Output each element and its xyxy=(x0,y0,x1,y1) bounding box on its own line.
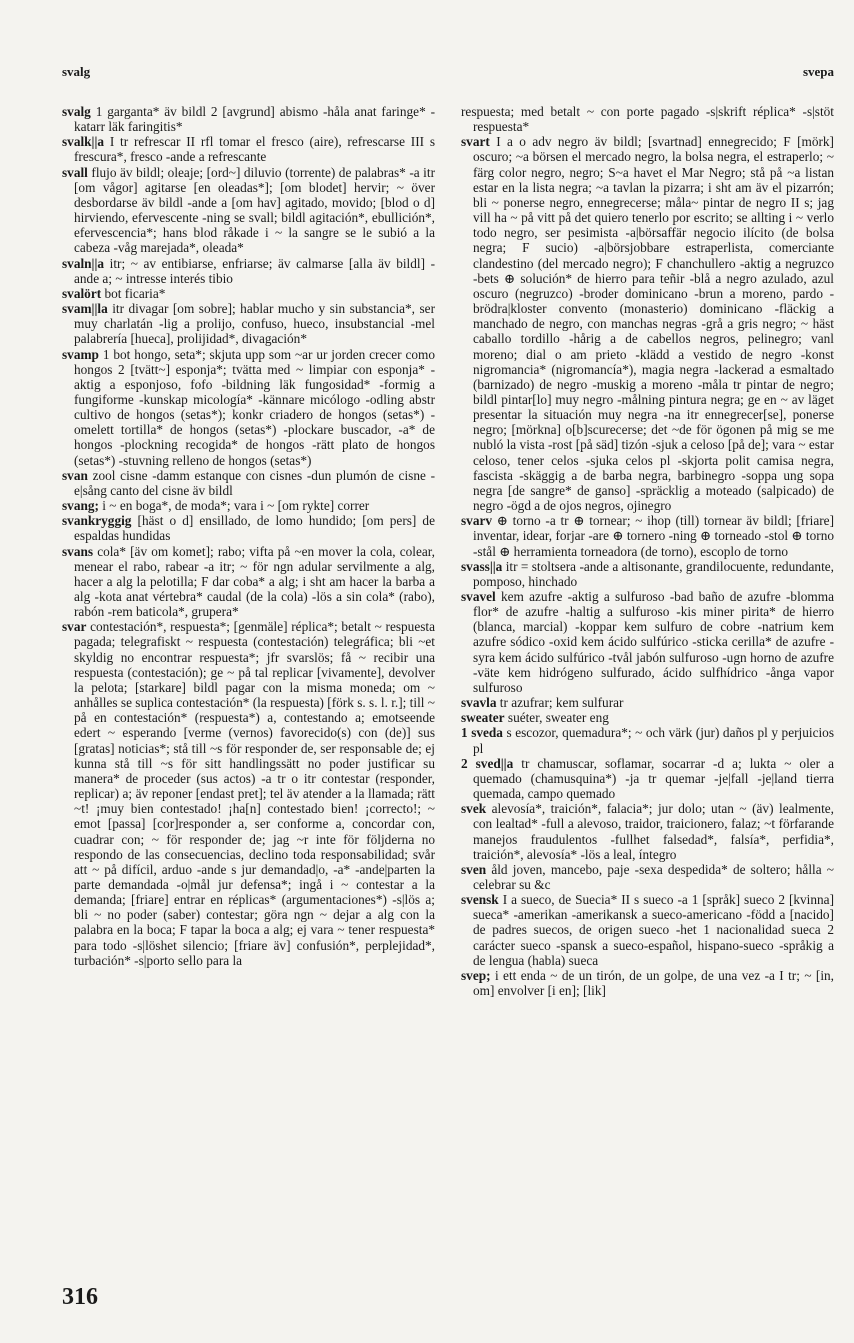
entry-definition: I a sueco, de Suecia* II s sueco -a 1 [språk] sueco 2 [kvinna] sueca* -amerikan -amerikansk a sueco-americano -född a [nacido] de padres suecos, de origen sueco -het 1 nacionalidad sueca 2 carácter sueco -spansk a sueco-español, hispano-sueco -språkig a de lengua (habla) sueca xyxy=(473,892,834,968)
entry-headword: svensk xyxy=(461,892,499,908)
entry-definition: respuesta; med betalt ~ con porte pagado -s|skrift réplica* -s|stöt respuesta* xyxy=(461,104,834,135)
entry-headword: 1 sveda xyxy=(461,725,503,741)
dictionary-entry xyxy=(461,589,834,695)
left-column xyxy=(62,104,435,1274)
dictionary-entry xyxy=(62,468,435,498)
entry-definition: cola* [äv om komet]; rabo; vifta på ~en mover la cola, colear, menear el rabo, rabear -a itr; ~ för ngn adular servilmente a alg, hacer a alg la pelotilla; F dar coba* a alg; i sht am hacer la barba a alg -kota anat vértebra* caudal (de la cola) -lös a sin cola* (rabo), rabón -rem baticola*, grupera* xyxy=(74,543,435,620)
entry-definition: tr chamuscar, soflamar, socarrar -d a; lukta ~ oler a quemado (chamusquina*) -ja tr quemar -je|fall -je|land tierra quemada, campo quemado xyxy=(473,755,834,802)
dictionary-entry xyxy=(62,301,435,346)
entry-headword: svavla xyxy=(461,695,497,711)
dictionary-entry xyxy=(62,513,435,543)
dictionary-entry xyxy=(62,498,435,513)
dictionary-entry xyxy=(62,544,435,620)
entry-definition: åld joven, mancebo, paje -sexa despedida* de soltero; hålla ~ celebrar su &c xyxy=(473,861,834,892)
entry-definition: [häst o d] ensillado, de lomo hundido; [om pers] de espaldas hundidas xyxy=(74,513,435,544)
right-column xyxy=(461,104,834,1274)
dictionary-entry xyxy=(62,347,435,468)
dictionary-entry xyxy=(62,286,435,301)
entry-definition: contestación*, respuesta*; [genmäle] réplica*; betalt ~ respuesta pagada; telegrafiskt ~ respuesta (contestación) telegráfica; bli ~et skyldig no encontrar respuesta*; jfr svarslös; få ~ recibir una respuesta (contestación); ge ~ på tal replicar [vivamente], devolver la pelota; [starkare] bildl pagar con la misma moneda; om ~ anhålles se suplica contestación* (la respuesta) [förk s. s. l. r.]; till ~ på en contestación* (respuesta*) a, contestando a; emotseende edert ~ esperando [verme (vernos) favorecido(s) con (de)] sus [gratas] noticias*; stå till ~s för responder de, ser responsable de; ej kunna stå till ~s för sitt handlingssätt no poder justificar su manera* de proceder (sus actos) -a tr o itr contestar (responder, replicar) a; äv reponer [endast pret]; tel äv atender a la llamada; rätt ~t! ¡muy bien contestado! ¡ha[n] contestado bien! ¡correcto!; ~ emot [passa] [cor]responder a, ser conforme a, concordar con, cuadrar con; ~ för responder de; jag ~r inte för följderna no respondo de las consecuencias, declino toda responsabilidad; svår att ~ på difícil, arduo -ande s jur demandad|o, -a* -ande|parten la parte demandada -o|mål jur defensa*; ingå i ~ contestar a la demanda; [friare] entrar en réplicas* (argumentaciones*) -s|lös a; bli ~ no poder (saber) contestar; göra ngn ~ dejar a alg con la palabra en la boca; F tapar la boca a alg; ej vara ~ tener respuesta* para todo -s|löshet silencio; [friare äv] confusión*, perplejidad*, turbación* -s|porto sello para la xyxy=(74,619,435,968)
page-number: 316 xyxy=(62,1284,98,1310)
entry-definition: I a o adv negro äv bildl; [svartnad] ennegrecido; F [mörk] oscuro; ~a börsen el mercado negro, la bolsa negra, el estraperlo; ~ färg color negro, negro; S~a havet el Mar Negro; stå på ~a listan estar en la lista negra; ~a tavlan la pizarra; i sht am äv el pizarrón; bli ~ ponerse negro, ennegrecerse; måla~ pintar de negro II s; jag vill ha ~ på vitt på det quiero tenerlo por escrito; se allting i ~ verlo todo negro, ser pesimista -a|börsaffär negocio ilícito (de bolsa negra; F sucio) -a|börsjobbare estraperlista, comerciante clandestino (del mercado negro); F chanchullero -aktig a negruzco -bets ⊕ solución* de hierro para teñir -blå a negro azulado, azul oscuro (negruzco) -broder dominicano -brun a moreno, pardo -brödra|kloster convento (monasterio) dominicano -fläckig a manchado de negro, con manchas negras -grå a gris negro; ~ häst caballo tordillo -hårig a de cabellos negros, pelinegro; vanl moreno; dial o am prieto -klädd a vestido de negro -konst nigromancia* (nigromancía*), magia negra -lackerad a esmaltado (barnizado) de negro -muskig a moreno -måla tr pintar de negro; bildl pintar[lo] muy negro -målning pintura negra; ge en ~ av läget presentar la situación muy negra -na itr ennegrecer[se], ponerse negro; [mörkna] o[b]scurecerse; det ~de för ögonen på mig se me nubló la vista -rost [på säd] tizón -sjuk a celoso [på de]; vara ~ estar celoso, tener celos -sjuka celos pl -skjorta polit camisa negra, fascista -skäggig a de barba negra, barbinegro -soppa ung sopa negra [de sangre* de ganso] -spräcklig a moteado (salpicado) de negro -ögd a de ojos negros, ojinegro xyxy=(473,134,834,514)
entry-headword: svam||la xyxy=(62,301,108,317)
entry-headword: svall xyxy=(62,164,88,180)
entry-definition: kem azufre -aktig a sulfuroso -bad baño de azufre -blomma flor* de azufre -haltig a sulfuroso -kis miner pirita* de hierro (blanca, marcial) -koppar kem sulfuro de cobre -natrium kem azufre sódico -oxid kem ácido sulfúrico -sticka cerilla* de azufre -syra kem ácido sulfúrico -tvål jabón sulfuroso -ugn horno de azufre -väte kem hidrógeno sulfurado, ácido sulfhídrico -ånga vapor sulfuroso xyxy=(473,589,834,695)
entry-headword: svalg xyxy=(62,104,91,119)
entry-definition: i ~ en boga*, de moda*; vara i ~ [om rykte] correr xyxy=(102,498,370,514)
dictionary-entry xyxy=(461,725,834,755)
entry-definition: suéter, sweater eng xyxy=(507,710,609,726)
entry-definition: bot ficaria* xyxy=(104,285,166,301)
entry-headword: svek xyxy=(461,801,487,817)
entry-headword: sweater xyxy=(461,710,505,726)
entry-definition: itr = stoltsera -ande a altisonante, grandilocuente, redundante, pomposo, hinchado xyxy=(473,558,834,589)
entry-definition: flujo äv bildl; oleaje; [ord~] diluvio (torrente) de palabras* -a itr [om vågor] agitarse [en oleadas*]; [om blodet] hervir; ~ över desbordarse äv bildl -ande a [om hav] agitado, movido; [blod o d] hirviendo, efervescente -ning se svall; bildl agitación*, ebullición*, efervescencia*; hans blod råkade i ~ la sangre se le subió a la cabeza -våg marejada*, oleada* xyxy=(74,164,435,256)
entry-definition: i ett enda ~ de un tirón, de un golpe, de una vez -a I tr; ~ [in, om] envolver [i en]; [lik] xyxy=(473,967,834,999)
entry-definition: itr; ~ av entibiarse, enfriarse; äv calmarse [alla äv bildl] -ande a; ~ intresse interés tibio xyxy=(74,255,435,286)
dictionary-entry xyxy=(461,559,834,589)
entry-headword: svep; xyxy=(461,967,491,983)
entry-headword: svans xyxy=(62,543,94,559)
entry-headword: svart xyxy=(461,134,490,150)
entry-definition: s escozor, quemadura*; ~ och värk (jur) daños pl y perjuicios pl xyxy=(473,725,834,756)
entry-headword: svamp xyxy=(62,346,99,362)
entry-headword: svavel xyxy=(461,589,496,604)
entry-definition: 1 garganta* äv bildl 2 [avgrund] abismo -håla anat faringe* -katarr läk faringitis* xyxy=(74,104,435,135)
entry-definition: zool cisne -damm estanque con cisnes -dun plumón de cisne -e|sång canto del cisne äv bildl xyxy=(74,467,435,498)
dictionary-entry xyxy=(62,134,435,164)
entry-headword: svan xyxy=(62,467,88,483)
entry-headword: svar xyxy=(62,619,87,635)
entry-headword: svalk||a xyxy=(62,134,105,150)
entry-headword: sven xyxy=(461,861,487,877)
dictionary-entry xyxy=(461,968,834,998)
dictionary-entry xyxy=(461,710,834,725)
entry-definition: 1 bot hongo, seta*; skjuta upp som ~ar ur jorden crecer como hongos 2 [tvätt~] esponja*; tvätta med ~ limpiar con esponja* -aktig a esponjoso, fofo -bildning läk fungosidad* -formig a fungiforme -kunskap micología* -kännare micólogo -odling abstr cultivo de hongos (setas*); konkr criadero de hongos (setas*) -omelett tortilla* de hongos (setas*) -plockare buscador, -a* de hongos -plockning recogida* de hongos -rätt plato de hongos (setas*) -stuvning relleno de hongos (setas*) xyxy=(74,346,435,468)
entry-definition: ⊕ torno -a tr ⊕ tornear; ~ ihop (till) tornear äv bildl; [friare] inventar, idear, forjar -are ⊕ tornero -ning ⊕ torneado -stol ⊕ torno -stål ⊕ herramienta torneadora (de torno), escoplo de torno xyxy=(473,513,834,559)
entry-headword: svankryggig xyxy=(62,513,132,529)
dictionary-entry xyxy=(461,862,834,892)
entry-headword: svaln||a xyxy=(62,255,105,271)
dictionary-entry xyxy=(461,801,834,862)
entry-definition: I tr refrescar II rfl tomar el fresco (aire), refrescarse III s frescura*, fresco -ande a refrescante xyxy=(74,134,435,165)
header-right-guideword: svepa xyxy=(802,64,834,79)
dictionary-entry xyxy=(461,756,834,801)
dictionary-entry xyxy=(461,695,834,710)
header-left-guideword: svalg xyxy=(62,64,91,79)
entry-headword: svalört xyxy=(62,285,102,301)
entry-headword: svass||a xyxy=(461,558,503,574)
dictionary-entry xyxy=(62,619,435,968)
dictionary-entry xyxy=(461,892,834,968)
dictionary-entry xyxy=(461,104,834,134)
entry-headword: svang; xyxy=(62,498,99,514)
dictionary-entry xyxy=(461,513,834,558)
entry-definition: alevosía*, traición*, falacia*; jur dolo; utan ~ (äv) lealmente, con lealtad* -full a alevoso, traidor, traicionero, falaz; ~t förfarande manejos fraudulentos -fullhet falsedad*, falsía*, perfidia*, traición*, alevosía* -lös a leal, íntegro xyxy=(473,801,834,862)
dictionary-entry xyxy=(62,104,435,134)
entry-headword: svarv xyxy=(461,513,493,529)
dictionary-entry xyxy=(62,256,435,286)
running-head xyxy=(62,64,834,84)
entry-headword: 2 sved||a xyxy=(461,755,514,771)
entry-definition: itr divagar [om sobre]; hablar mucho y sin substancia*, ser muy charlatán -lig a prolijo, confuso, hueco, insubstancial -mel palabrería [hueca], prolijidad*, divagación* xyxy=(74,301,435,347)
dictionary-entry xyxy=(62,165,435,256)
entry-definition: tr azufrar; kem sulfurar xyxy=(499,695,624,711)
dictionary-entry xyxy=(461,134,834,513)
